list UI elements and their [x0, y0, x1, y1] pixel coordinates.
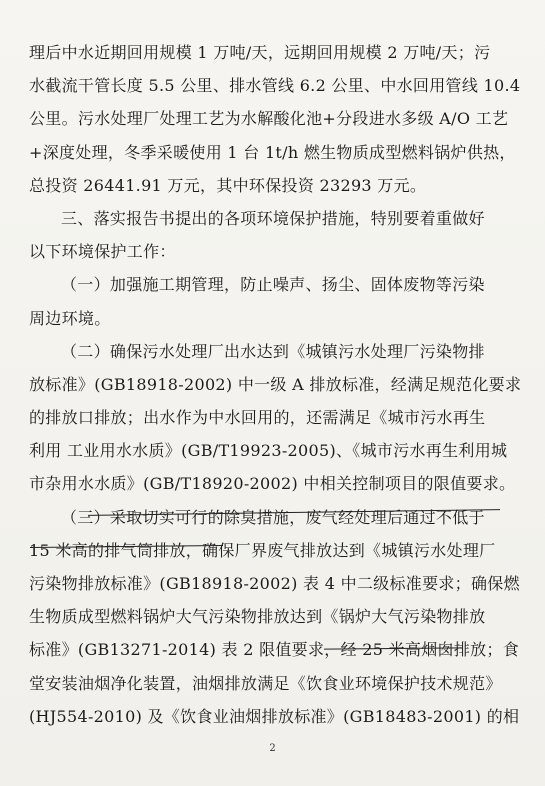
text-line: 以下环境保护工作：	[29, 242, 176, 262]
text-line: 总投资 26441.91 万元，其中环保投资 23293 万元。	[29, 175, 427, 195]
text-line: 污染物排放标准》(GB18918-2002) 表 4 中二级标准要求；确保燃	[29, 574, 520, 593]
text-line: 放标准》(GB18918-2002) 中一级 A 排放标准，经满足规范化要求	[29, 374, 522, 394]
text-line: 水截流干管长度 5.5 公里、排水管线 6.2 公里、中水回用管线 10.4	[29, 76, 521, 96]
text-line: （二）确保污水处理厂出水达到《城镇污水处理厂污染物排	[61, 341, 485, 361]
text-line: 理后中水近期回用规模 1 万吨/天，远期回用规模 2 万吨/天；污	[29, 43, 491, 62]
text-line: 的排放口排放；出水作为中水回用的，还需满足《城市污水再生	[29, 408, 486, 428]
text-line: （一）加强施工期管理，防止噪声、扬尘、固体废物等污染	[61, 275, 485, 295]
section-heading: 三、落实报告书提出的各项环境保护措施，特别要着重做好	[61, 208, 485, 228]
page-number: 2	[269, 743, 276, 754]
body-text	[29, 36, 522, 733]
text-line: 标准》(GB13271-2014) 表 2 限值要求，经 25 米高烟囱排放；食	[29, 640, 520, 660]
text-line: 15 米高的排气筒排放，确保厂界废气排放达到《城镇污水处理厂	[29, 540, 496, 560]
text-line: 公里。污水处理厂处理工艺为水解酸化池+分段进水多级 A/O 工艺	[29, 109, 509, 129]
text-line: 堂安装油烟净化装置，油烟排放满足《饮食业环境保护技术规范》	[29, 673, 502, 693]
text-line: (HJ554-2010) 及《饮食业油烟排放标准》(GB18483-2001) 的相	[29, 706, 520, 726]
text-line: 利用 工业用水水质》(GB/T19923-2005)、《城市污水再生利用城	[29, 441, 508, 461]
text-line: （三）采取切实可行的除臭措施，废气经处理后通过不低于	[61, 507, 485, 527]
text-line: 周边环境。	[29, 308, 111, 328]
text-line: 生物质成型燃料锅炉大气污染物排放达到《锅炉大气污染物排放	[29, 607, 486, 627]
text-line: 市杂用水水质》(GB/T18920-2002) 中相关控制项目的限值要求。	[29, 474, 516, 494]
text-line: +深度处理，冬季采暖使用 1 台 1t/h 燃生物质成型燃料锅炉供热，	[29, 142, 516, 162]
